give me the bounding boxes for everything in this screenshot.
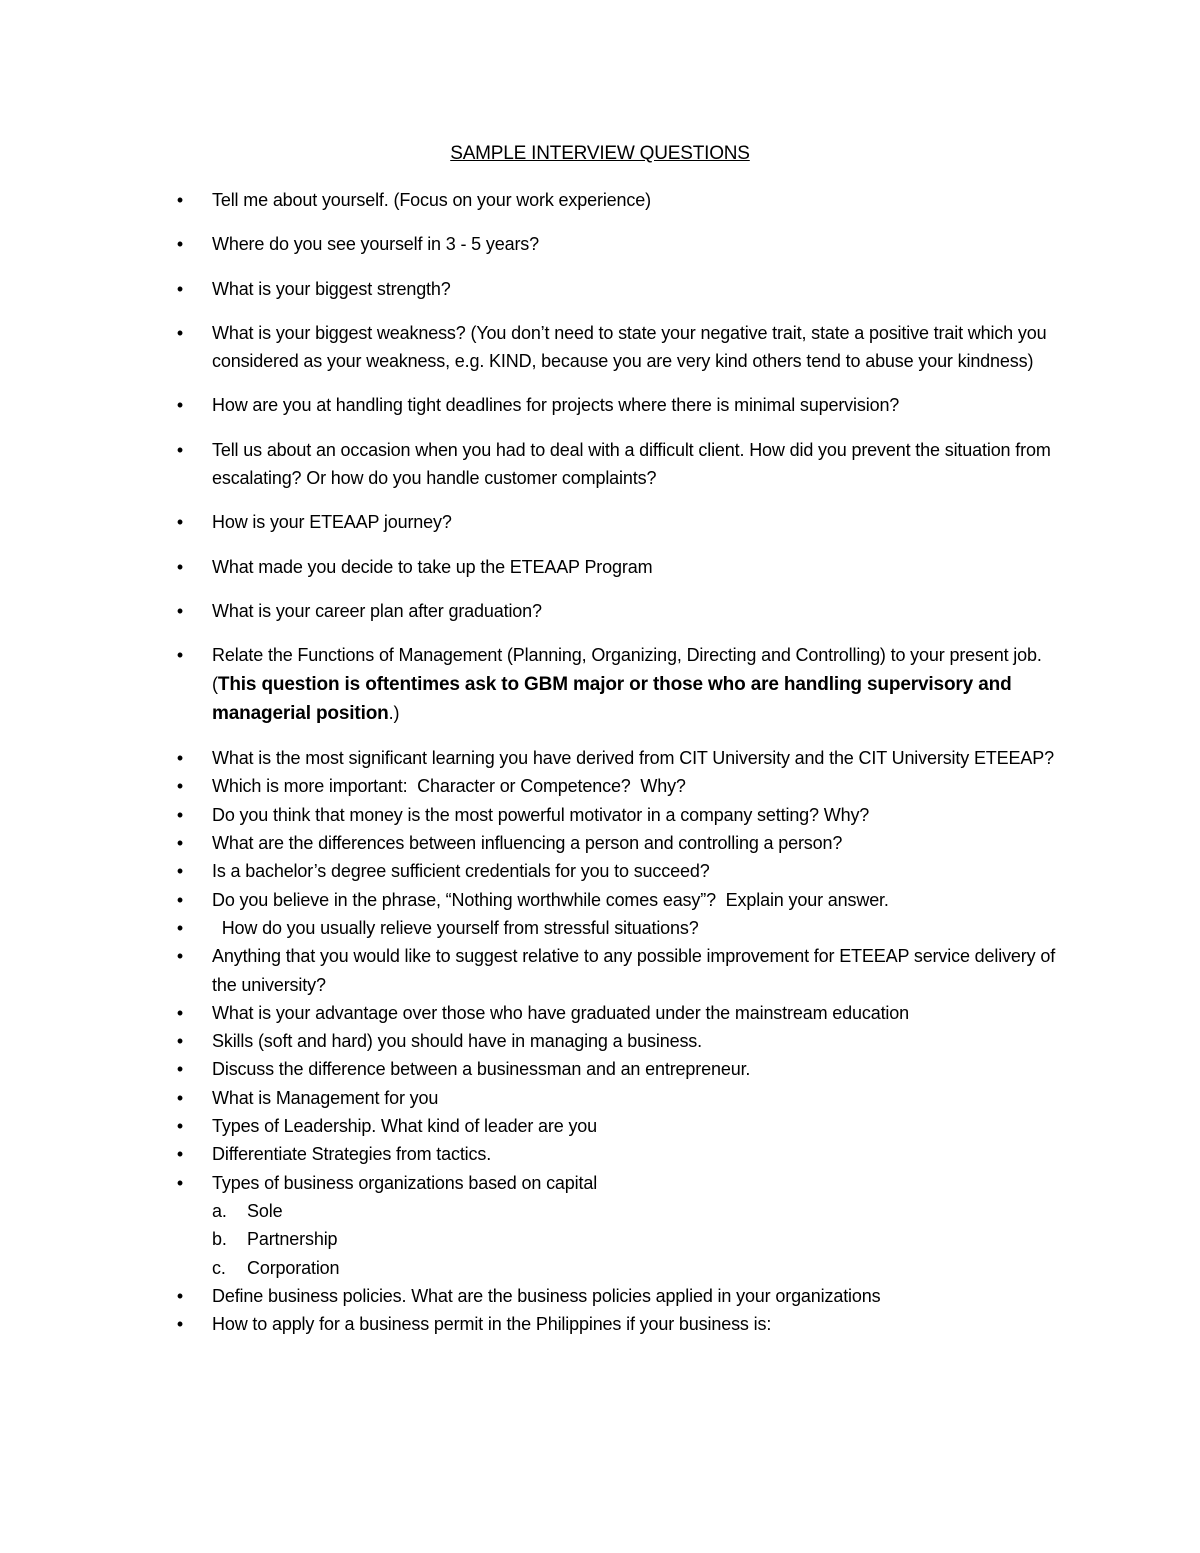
bullet-icon: • bbox=[176, 917, 184, 938]
question-text-main: What is Management for you bbox=[212, 1087, 439, 1108]
bullet-icon: • bbox=[176, 322, 184, 343]
question-text bbox=[212, 279, 451, 299]
question-text bbox=[212, 918, 699, 938]
question-item bbox=[0, 886, 1200, 914]
question-item bbox=[0, 1084, 1200, 1112]
question-list bbox=[0, 186, 1200, 1338]
question-item bbox=[0, 1027, 1200, 1055]
bullet-icon: • bbox=[176, 833, 184, 854]
question-text-main: Types of business organizations based on capital bbox=[212, 1172, 598, 1193]
question-text bbox=[212, 1286, 880, 1306]
question-item bbox=[0, 1112, 1200, 1140]
bullet-icon: • bbox=[176, 512, 184, 533]
question-item bbox=[0, 275, 1200, 303]
question-text bbox=[212, 1144, 491, 1164]
question-text bbox=[212, 861, 710, 881]
bullet-icon: • bbox=[176, 395, 184, 416]
question-text-main: Skills (soft and hard) you should have in managing a business. bbox=[212, 1031, 702, 1052]
bullet-icon: • bbox=[176, 439, 184, 460]
question-item bbox=[0, 772, 1200, 800]
page-title: SAMPLE INTERVIEW QUESTIONS bbox=[450, 143, 750, 164]
bullet-icon: • bbox=[176, 1144, 184, 1165]
question-text-main: Discuss the difference between a businessman and an entrepreneur. bbox=[212, 1059, 751, 1080]
bullet-icon: • bbox=[176, 234, 184, 255]
question-text-main: Relate the Functions of Management (Planning, Organizing, Directing and Controlling) to your present job. ( bbox=[212, 645, 1047, 694]
bullet-icon: • bbox=[176, 278, 184, 299]
sub-list-text: Sole bbox=[247, 1200, 283, 1221]
question-text bbox=[212, 645, 1047, 723]
bullet-icon: • bbox=[176, 1314, 184, 1335]
question-text-main: Is a bachelor’s degree sufficient credentials for you to succeed? bbox=[212, 861, 710, 882]
question-item bbox=[0, 597, 1200, 625]
bullet-icon: • bbox=[176, 861, 184, 882]
question-text-main: What is the most significant learning you have derived from CIT University and the CIT University ETEEAP? bbox=[212, 748, 1054, 769]
question-item bbox=[0, 857, 1200, 885]
question-text-main: Types of Leadership. What kind of leader are you bbox=[212, 1116, 598, 1137]
question-item bbox=[0, 1282, 1200, 1310]
bullet-icon: • bbox=[176, 1285, 184, 1306]
question-text-main: How is your ETEAAP journey? bbox=[212, 512, 452, 533]
question-text bbox=[212, 946, 1060, 994]
question-text bbox=[212, 512, 452, 532]
question-item bbox=[0, 829, 1200, 857]
question-text-main: Do you believe in the phrase, “Nothing worthwhile comes easy”? Explain your answer. bbox=[212, 889, 889, 910]
question-text bbox=[212, 1314, 771, 1334]
bullet-icon: • bbox=[176, 1087, 184, 1108]
bullet-icon: • bbox=[176, 190, 184, 210]
question-text bbox=[212, 1059, 750, 1079]
bullet-icon: • bbox=[176, 1031, 184, 1052]
sub-list-item bbox=[212, 1254, 1070, 1282]
sub-list-marker: b. bbox=[212, 1229, 227, 1250]
question-item bbox=[0, 942, 1200, 999]
question-text bbox=[212, 440, 1056, 488]
question-text bbox=[212, 833, 842, 853]
question-text bbox=[212, 323, 1051, 371]
question-item bbox=[0, 436, 1200, 493]
bullet-icon: • bbox=[176, 1059, 184, 1080]
question-text bbox=[212, 1116, 597, 1136]
question-text-main: How do you usually relieve yourself from stressful situations? bbox=[212, 917, 699, 938]
sub-list-text: Corporation bbox=[247, 1257, 340, 1278]
question-item bbox=[0, 744, 1200, 772]
bullet-icon: • bbox=[176, 889, 184, 910]
question-item bbox=[0, 508, 1200, 536]
question-text-main: Define business policies. What are the business policies applied in your organizations bbox=[212, 1285, 881, 1306]
bullet-icon: • bbox=[176, 776, 184, 797]
sub-list-marker: a. bbox=[212, 1200, 227, 1221]
bullet-icon: • bbox=[176, 600, 184, 621]
question-item bbox=[0, 186, 1200, 214]
question-text bbox=[212, 1003, 909, 1023]
question-text-main: What is your biggest strength? bbox=[212, 278, 451, 299]
question-text bbox=[212, 557, 652, 577]
bullet-icon: • bbox=[176, 1002, 184, 1023]
sub-list-text: Partnership bbox=[247, 1229, 338, 1250]
question-text-main: What are the differences between influencing a person and controlling a person? bbox=[212, 833, 843, 854]
question-text bbox=[212, 890, 889, 910]
question-text bbox=[212, 190, 651, 210]
question-text-main: Which is more important: Character or Competence? Why? bbox=[212, 776, 686, 797]
question-item bbox=[0, 999, 1200, 1027]
sub-list-item bbox=[212, 1225, 1070, 1253]
question-text-main: What made you decide to take up the ETEAAP Program bbox=[212, 556, 653, 577]
question-text bbox=[212, 1088, 438, 1108]
question-text bbox=[212, 776, 686, 796]
question-text-main: Where do you see yourself in 3 - 5 years? bbox=[212, 234, 540, 255]
question-text bbox=[212, 1173, 597, 1193]
bullet-icon: • bbox=[176, 645, 184, 666]
question-item bbox=[0, 1169, 1200, 1282]
bullet-icon: • bbox=[176, 946, 184, 967]
question-item bbox=[0, 1140, 1200, 1168]
question-item bbox=[0, 391, 1200, 419]
sub-list-marker: c. bbox=[212, 1257, 226, 1278]
sub-list bbox=[212, 1197, 1070, 1282]
question-text-main: What is your biggest weakness? (You don’t need to state your negative trait, state a positive trait which you considered as your weakness, e.g. KIND, because you are very kind others tend to abuse your kindness) bbox=[212, 322, 1052, 372]
question-text-main: What is your career plan after graduation? bbox=[212, 600, 542, 621]
question-item bbox=[0, 641, 1200, 728]
question-text-main: Differentiate Strategies from tactics. bbox=[212, 1144, 492, 1165]
bullet-icon: • bbox=[176, 556, 184, 577]
bullet-icon: • bbox=[176, 804, 184, 825]
question-text bbox=[212, 395, 899, 415]
bullet-icon: • bbox=[176, 1172, 184, 1193]
question-text bbox=[212, 234, 539, 254]
question-item bbox=[0, 230, 1200, 258]
question-text-main: What is your advantage over those who have graduated under the mainstream education bbox=[212, 1002, 909, 1023]
bullet-icon: • bbox=[176, 748, 184, 769]
question-item bbox=[0, 914, 1200, 942]
question-text bbox=[212, 1031, 702, 1051]
question-item bbox=[0, 319, 1200, 376]
sub-list-item bbox=[212, 1197, 1070, 1225]
question-text-main: How are you at handling tight deadlines for projects where there is minimal supervision? bbox=[212, 395, 900, 416]
bullet-icon: • bbox=[176, 1116, 184, 1137]
question-item bbox=[0, 1055, 1200, 1083]
question-text-main: Tell us about an occasion when you had to deal with a difficult client. How did you prevent the situation from escalating? Or how do you handle customer complaints? bbox=[212, 439, 1056, 489]
question-text bbox=[212, 805, 869, 825]
question-item bbox=[0, 1310, 1200, 1338]
question-text-main: Tell me about yourself. (Focus on your work experience) bbox=[212, 190, 651, 210]
question-emphasis: This question is oftentimes ask to GBM major or those who are handling supervisory and managerial position bbox=[212, 673, 1012, 724]
question-text bbox=[212, 601, 542, 621]
question-text-main: Do you think that money is the most powerful motivator in a company setting? Why? bbox=[212, 804, 870, 825]
question-item bbox=[0, 553, 1200, 581]
question-text-tail: .) bbox=[388, 702, 400, 723]
question-text-main: Anything that you would like to suggest relative to any possible improvement for ETEEAP service delivery of the university? bbox=[212, 946, 1060, 995]
question-text-main: How to apply for a business permit in the Philippines if your business is: bbox=[212, 1314, 772, 1335]
question-text bbox=[212, 748, 1054, 768]
question-item bbox=[0, 801, 1200, 829]
